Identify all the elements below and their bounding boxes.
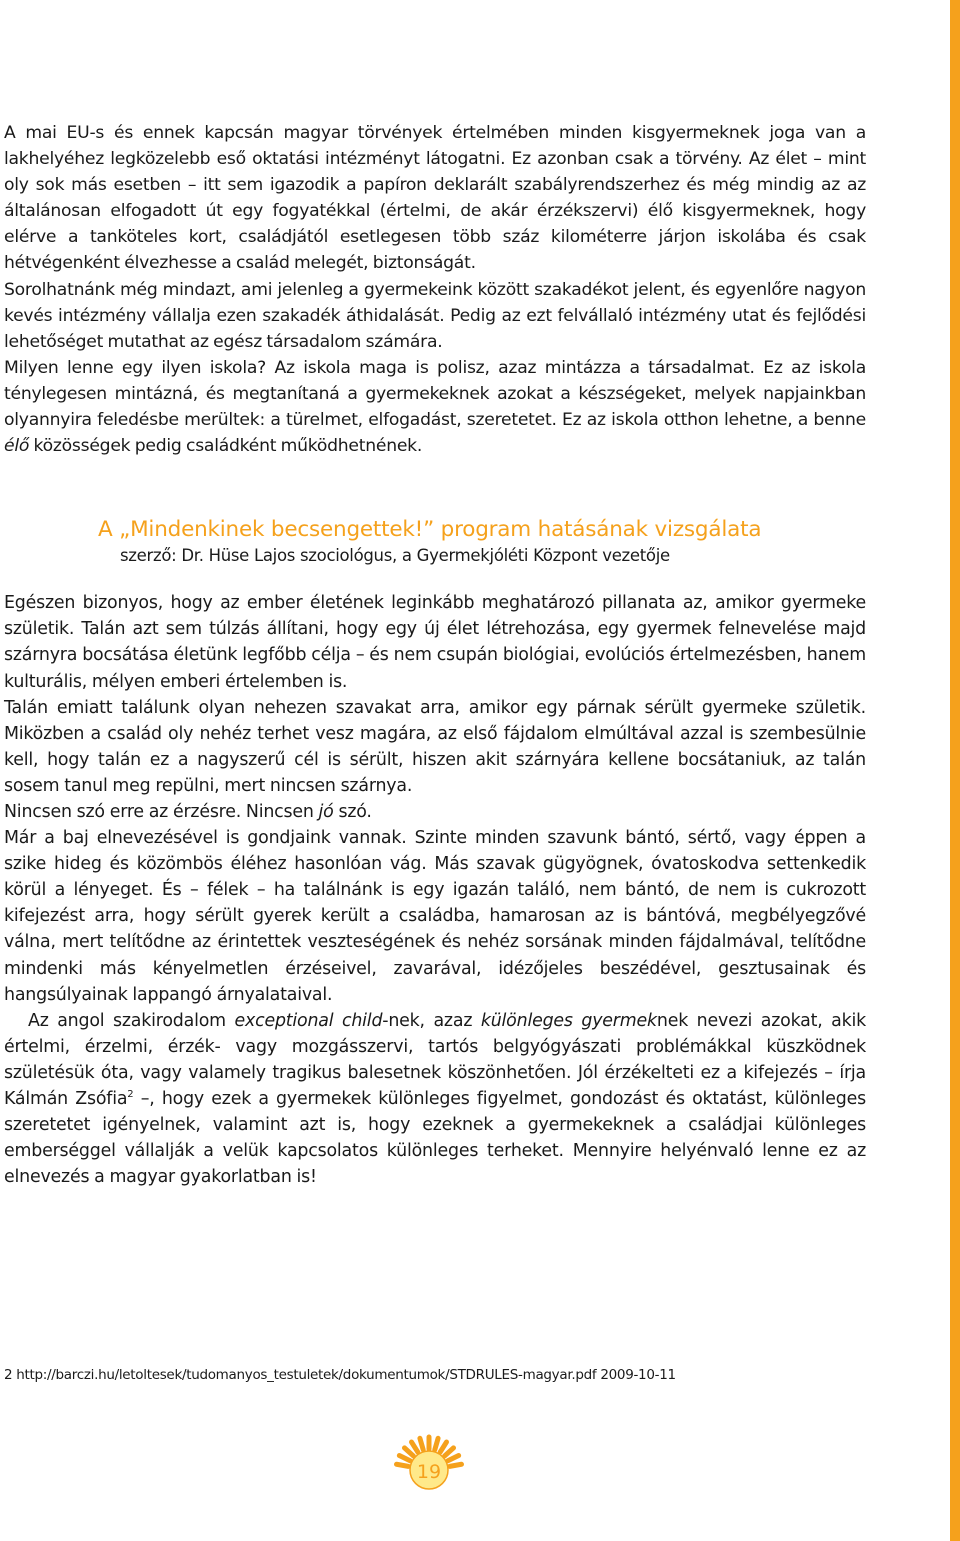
text-run: Az angol szakirodalom [28,1010,235,1031]
article-byline: szerző: Dr. Hüse Lajos szociológus, a Gyermekjóléti Központ vezetője [120,546,670,566]
article-header [4,515,866,567]
sun-ray [420,1438,423,1450]
article-title: A „Mindenkinek becsengettek!” program hatásának vizsgálata [98,517,762,543]
page-content [4,120,866,1190]
page-number: 19 [416,1461,442,1483]
article-body [4,590,866,1190]
body-paragraph-5 [4,1008,866,1191]
sun-ray [445,1448,454,1456]
italic-text: különleges gyermek [480,1010,657,1031]
footnote-ref[interactable]: 2 [127,1089,134,1101]
intro-paragraph-3 [4,355,866,459]
sun-ray [399,1456,410,1461]
italic-text: jó [318,801,334,822]
sun-ray [440,1442,446,1452]
sun-ray [450,1464,462,1466]
italic-text: élő [4,436,30,457]
body-paragraph-1: Egészen bizonyos, hogy az ember életének leginkább meghatározó pillanata az, amikor gyermeke születik. Talán azt sem túlzás állítani, hogy egy új élet létrehozása, egy gyermek felnevelése majd szárnyra bocsátása életünk legfőbb célja – és nem csupán biológiai, evolúciós értelmezésben, hanem kulturális, mélyen emberi értelemben is. [4,593,866,692]
intro-section [4,120,866,459]
footnote: 2 http://barczi.hu/letoltesek/tudomanyos_testuletek/dokumentumok/STDRULES-magyar.pdf 2009-10-11 [4,1367,676,1383]
intro-paragraph-2: Sorolhatnánk még mindazt, ami jelenleg a gyermekeink között szakadékot jelent, és egyenlőre nagyon kevés intézmény vállalja ezen szakadék áthidalását. Pedig az ezt felvállaló intézmény utat és fejlődési lehetőséget mutathat az egész társadalom számára. [4,279,866,352]
text-run: nek nevezi azokat, akik értelmi, érzelmi, érzék- vagy mozgásszervi, tartós belgyógyászati problémákkal küszködnek születésük óta, vagy valamely tragikus balesetnek köszönhetően. Jól érzékelteti ez a kifejezés – írja Kálmán Zsófia [4,1010,866,1109]
text-run: Nincsen szó erre az érzésre. Nincsen [4,801,319,822]
text-run: közösségek pedig családként működhetnének. [29,436,423,457]
text-run: szó. [333,801,372,822]
sun-ray [397,1464,409,1466]
orange-edge-bar [950,0,960,1541]
body-paragraph-3 [4,799,866,825]
sun-ray [435,1438,438,1450]
sun-ray [404,1448,413,1456]
text-run: –, hogy ezek a gyermekek különleges figyelmet, gondozást és oktatást, különleges szeretetet igényelnek, valamint azt is, hogy ezeknek a gyermekeknek a családjai különleges emberséggel vállalják a velük kapcsolatos különleges terheket. Mennyire helyénvaló lenne ez az elnevezés a magyar gyakorlatban is! [4,1089,866,1188]
sun-ray [412,1442,418,1452]
intro-paragraph-1: A mai EU-s és ennek kapcsán magyar törvények értelmében minden kisgyermeknek joga van a lakhelyéhez legközelebb eső oktatási intézményt látogatni. Ez azonban csak a törvény. Az élet – mint oly sok más esetben – itt sem igazodik a papíron deklarált szabályrendszerhez és még mindig az az általánosan elfogadott út egy fogyatékkal (értelmi, de akár érzékszervi) élő kisgyermeknek, hogy elérve a tanköteles kort, családjától esetlegesen több száz kilométerre járjon iskolába és csak hétvégenként élvezhesse a család melegét, biztonságát. [4,123,866,274]
body-paragraph-2: Talán emiatt találunk olyan nehezen szavakat arra, amikor egy párnak sérült gyermeke születik. Miközben a család oly nehéz terhet vesz magára, az első fájdalom elmúltával azzal is szembesülnie kell, hogy talán ez a nagyszerű cél is sérült, hiszen akit szárnyára kellene bocsátaniuk, az talán sosem tanul meg repülni, mert nincsen szárnya. [4,697,866,796]
text-run: Milyen lenne egy ilyen iskola? Az iskola maga is polisz, azaz mintázza a társadalmat. Ez az iskola ténylegesen mintázná, és megtanítaná a gyermekeknek azokat a készségeket, melyek napjainkban olyannyira feledésbe merültek: a türelmet, elfogadást, szeretetet. Ez az iskola otthon lehetne, a benne [4,357,866,431]
sun-ray [448,1456,459,1461]
italic-text: exceptional child [234,1010,383,1031]
body-paragraph-4: Már a baj elnevezésével is gondjaink vannak. Szinte minden szavunk bántó, sértő, vagy éppen a szike hideg és közömbös éléhez hasonlóan vág. Más szavak gügyögnek, óvatoskodva settenkedik körül a lényeget. És – félek – ha találnánk is egy igazán találó, nem bántó, de nem is cukrozott kifejezést arra, hogy sérült gyerek került a családba, hamarosan az is bántóvá, megbélyegzővé válna, mert telítődne az érintettek veszteségének és nehéz sorsának minden fájdalmával, telítődne mindenki más kényelmetlen érzéseivel, zavarával, idézőjeles beszédével, gesztusainak és hangsúlyainak lappangó árnyalataival. [4,828,866,1005]
page-number-badge [388,1424,468,1504]
text-run: -nek, azaz [382,1010,481,1031]
